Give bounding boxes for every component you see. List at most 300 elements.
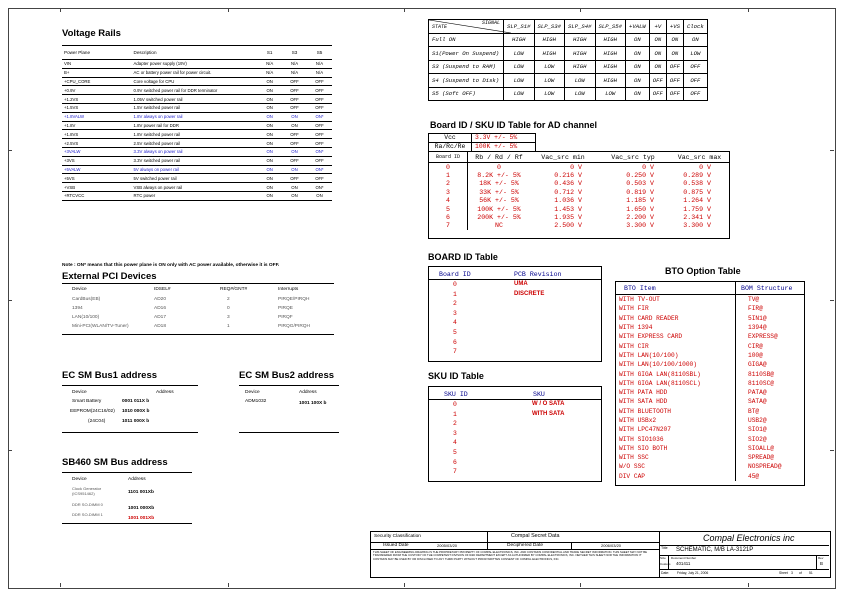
bto-item: WITH LAN(10/100/1000) <box>616 360 736 369</box>
state-name: S5 (Soft OFF) <box>429 87 504 101</box>
frame-tick <box>60 583 61 587</box>
bto-row <box>616 379 804 388</box>
custom-label: Custom <box>660 562 671 566</box>
pci-device: 1394 <box>72 306 83 311</box>
voltage-rail-row <box>62 77 332 86</box>
rail-plane: +1.8VS <box>62 130 132 139</box>
frame-tick <box>8 150 12 151</box>
voltage-rail-row <box>62 121 332 130</box>
rail-s1: ON <box>257 165 282 174</box>
sku-id-value: 0 <box>453 401 457 408</box>
rail-s3: OFF <box>282 156 307 165</box>
of-label: of <box>799 571 802 575</box>
rail-s1: ON <box>257 77 282 86</box>
bto-row <box>616 462 804 471</box>
bto-row <box>616 444 804 453</box>
rail-s5: ON <box>307 191 332 200</box>
state-value: HIGH <box>504 33 535 47</box>
bto-bom: SATA@ <box>748 398 767 406</box>
bto-row <box>616 304 804 313</box>
adc-max: 1.264 V <box>683 197 711 205</box>
voltage-rails-note: Note : ON* means that this power plane is ON only with AC power available, otherwise it is OFF. <box>62 263 280 268</box>
sku-id-value: 1 <box>453 410 457 418</box>
pci-row <box>62 295 334 304</box>
rail-s5: ON* <box>307 147 332 156</box>
rail-plane: +1.5VS <box>62 103 132 112</box>
pci-interrupts: PIRQE/PIRQH <box>278 297 310 302</box>
adc-row <box>429 205 729 213</box>
state-value: HIGH <box>595 47 626 61</box>
bto-bom: 100@ <box>748 351 763 359</box>
bto-item: WITH 1394 <box>616 323 736 332</box>
adc-min: 0 V <box>570 163 582 171</box>
rail-s3: OFF <box>282 103 307 112</box>
rail-s5: ON* <box>307 183 332 192</box>
rail-plane: VIN <box>62 60 132 69</box>
adc-row <box>429 180 729 188</box>
bto-item: WITH PATA HDD <box>616 388 736 397</box>
bto-row <box>616 323 804 332</box>
adc-board-id: 5 <box>429 205 468 213</box>
sku-id-value: 5 <box>453 449 457 456</box>
state-value: LOW <box>534 60 565 74</box>
col-s1: S1 <box>257 46 282 60</box>
col-slp-s3: SLP_S3# <box>534 20 565 34</box>
state-value: LOW <box>534 87 565 101</box>
pci-req: 1 <box>227 324 230 329</box>
ec2-address: 1001 100X b <box>299 401 327 406</box>
state-value: HIGH <box>565 60 596 74</box>
ec1-address: 0001 011X b <box>122 399 150 404</box>
bto-item: WITH EXPRESS CARD <box>616 332 736 341</box>
col-clock: Clock <box>683 20 707 34</box>
rail-s5: OFF <box>307 86 332 95</box>
rail-s5: ON* <box>307 165 332 174</box>
doc-number: 401411 <box>676 561 691 566</box>
adc-typ: 1.650 V <box>626 205 654 213</box>
adc-board-id: 1 <box>429 171 468 179</box>
adc-max: 0.289 V <box>683 172 711 180</box>
state-value: OFF <box>666 60 683 74</box>
pci-req: 2 <box>227 297 230 302</box>
adc-col-max: Vac_src max <box>677 153 722 161</box>
pci-col-device: Device <box>72 287 87 292</box>
adc-resistor: 33K +/- 5% <box>479 188 519 196</box>
ec1-title: EC SM Bus1 address <box>62 370 158 381</box>
rail-description: 1.5V switched power rail <box>132 103 258 112</box>
bto-item: WITH BLUETOOTH <box>616 407 736 416</box>
rail-s5: OFF <box>307 95 332 104</box>
rail-description: 1.8V always on power rail <box>132 112 258 121</box>
ec2-title: EC SM Bus2 address <box>239 370 335 381</box>
rail-s3: OFF <box>282 95 307 104</box>
adc-row <box>429 188 729 196</box>
bto-row <box>616 472 804 481</box>
frame-tick <box>580 583 581 587</box>
rail-s1: ON <box>257 139 282 148</box>
rail-s3: ON <box>282 165 307 174</box>
rail-s5: OFF <box>307 156 332 165</box>
pci-idsel: AD20 <box>154 297 166 302</box>
bto-bom: SIOALL@ <box>748 444 774 452</box>
bto-row <box>616 416 804 425</box>
rail-s3: ON <box>282 191 307 200</box>
pci-interrupts: PIRQF <box>278 315 293 320</box>
state-value: ON <box>666 33 683 47</box>
state-name: S3 (Suspend to RAM) <box>429 60 504 74</box>
power-state-row <box>429 47 708 61</box>
signal-label: SIGNAL <box>481 20 500 26</box>
pci-idsel: AD17 <box>154 315 166 320</box>
board-id-value: 2 <box>453 300 457 308</box>
col-v: +V <box>649 20 666 34</box>
pci-interrupts: PIRQG/PIRQH <box>278 324 310 329</box>
sb-col-address: Address <box>128 477 146 482</box>
adc-resistor: 18K +/- 5% <box>479 180 519 188</box>
ec1-address: 1011 000X b <box>122 419 150 424</box>
pci-device: Mini-PCI(WLAN/TV-Tuner) <box>72 324 129 329</box>
adc-resistor: NC <box>495 222 503 230</box>
rail-plane: B+ <box>62 68 132 77</box>
state-value: OFF <box>649 87 666 101</box>
state-value: LOW <box>565 74 596 88</box>
state-value: LOW <box>504 47 535 61</box>
col-s3: S3 <box>282 46 307 60</box>
title-label: Title <box>661 546 668 550</box>
col-description: Description <box>132 46 258 60</box>
adc-board-id: 0 <box>429 163 468 172</box>
sku-id-value: 6 <box>453 458 457 466</box>
state-value: ON <box>626 33 650 47</box>
bto-row <box>616 397 804 406</box>
sku-id-value: 2 <box>453 420 457 428</box>
board-id-title: BOARD ID Table <box>428 252 498 262</box>
bto-item: DIV CAP <box>616 472 736 481</box>
board-id-value: 1 <box>453 290 457 298</box>
adc-board-id: 4 <box>429 197 468 205</box>
adc-min: 1.453 V <box>554 205 582 213</box>
deciphered-label: Deciphered Date <box>507 543 543 548</box>
rev-label: Rev <box>818 556 824 560</box>
issued-date: 2005/03/20 <box>437 543 458 548</box>
board-id-value: 6 <box>453 338 457 346</box>
rail-s1: ON <box>257 130 282 139</box>
pci-row <box>62 313 334 322</box>
rail-plane: +5VALW <box>62 165 132 174</box>
date-value: Friday, July 21, 2006 <box>677 571 709 575</box>
adc-typ: 0.503 V <box>626 180 654 188</box>
rail-plane: +VSB <box>62 183 132 192</box>
security-classification: Security Classification <box>374 534 421 539</box>
voltage-rail-row <box>62 191 332 200</box>
state-signal-header <box>429 20 504 34</box>
adc-min: 0.436 V <box>554 180 582 188</box>
bto-row <box>616 425 804 434</box>
voltage-rail-row <box>62 147 332 156</box>
adc-board-id: 2 <box>429 180 468 188</box>
voltage-rail-row <box>62 156 332 165</box>
bto-item: WITH USBx2 <box>616 416 736 425</box>
rail-s5: ON* <box>307 112 332 121</box>
state-value: OFF <box>666 74 683 88</box>
sku-id-value: 4 <box>453 439 457 447</box>
state-value: OFF <box>649 74 666 88</box>
bto-bom: GIGA@ <box>748 361 767 369</box>
state-value: ON <box>666 47 683 61</box>
rail-plane: +RTCVCC <box>62 191 132 200</box>
bto-item: W/O SSC <box>616 462 736 471</box>
rail-s3: N/A <box>282 60 307 69</box>
doc-label: Document Number <box>671 556 697 560</box>
rail-s1: ON <box>257 191 282 200</box>
adc-table <box>428 133 728 237</box>
board-id-col-id: Board ID <box>439 271 471 278</box>
rail-s3: ON <box>282 183 307 192</box>
sku-id-table <box>428 386 602 482</box>
voltage-rails-title: Voltage Rails <box>62 28 121 39</box>
sku-id-title: SKU ID Table <box>428 371 484 381</box>
bto-item: WITH FIR <box>616 304 736 313</box>
bto-bom: PATA@ <box>748 389 767 397</box>
rail-s1: ON <box>257 174 282 183</box>
frame-tick <box>404 583 405 587</box>
size-label: Size <box>660 556 666 560</box>
rail-description: 2.5V switched power rail <box>132 139 258 148</box>
bto-row <box>616 434 804 443</box>
pci-req: 3 <box>227 315 230 320</box>
rail-s3: ON <box>282 121 307 130</box>
rail-plane: +CPU_CORE <box>62 77 132 86</box>
sku-id-col-id: SKU ID <box>444 391 468 398</box>
frame-tick <box>830 450 834 451</box>
adc-typ: 3.300 V <box>626 222 654 230</box>
rail-s1: ON <box>257 121 282 130</box>
pci-col-interrupts: Interrupts <box>278 287 299 292</box>
rail-s1: N/A <box>257 60 282 69</box>
frame-tick <box>748 583 749 587</box>
rev-value: B <box>820 561 823 566</box>
pci-idsel: AD16 <box>154 306 166 311</box>
voltage-rail-row <box>62 86 332 95</box>
bto-item: WITH SIO1036 <box>616 434 736 443</box>
sheet-value: 3 <box>791 571 793 575</box>
bto-item: WITH LAN(10/100) <box>616 351 736 360</box>
bto-bom: 45@ <box>748 472 760 480</box>
power-state-row <box>429 87 708 101</box>
rail-s3: OFF <box>282 139 307 148</box>
bto-bom: NOSPREAD@ <box>748 463 782 471</box>
pcb-revision: UMA <box>514 281 528 287</box>
adc-row <box>429 213 729 221</box>
adc-max: 0 V <box>699 163 711 171</box>
state-value: HIGH <box>534 47 565 61</box>
bto-bom: FIR@ <box>748 305 763 313</box>
rail-s1: ON <box>257 156 282 165</box>
state-label: STATE <box>432 24 448 30</box>
of-value: 51 <box>809 571 813 575</box>
rail-s5: OFF <box>307 130 332 139</box>
sb-address: 1001 000Xb <box>128 506 155 511</box>
rail-s5: OFF <box>307 174 332 183</box>
bto-bom: SIO1@ <box>748 426 767 434</box>
sku-name: W / O SATA <box>532 401 565 407</box>
voltage-rail-row <box>62 103 332 112</box>
sb-device: Clock Generator (ICS951462) <box>72 486 102 496</box>
adc-min: 1.036 V <box>554 197 582 205</box>
adc-row <box>429 163 729 172</box>
rail-description: 1.8V power rail for DDR <box>132 121 258 130</box>
voltage-rail-row <box>62 130 332 139</box>
pci-device: CardBus(EB) <box>72 297 101 302</box>
state-value: OFF <box>666 87 683 101</box>
bto-row <box>616 388 804 397</box>
adc-board-id: 6 <box>429 213 468 221</box>
adc-resistor: 8.2K +/- 5% <box>477 172 521 180</box>
bto-table <box>615 281 805 486</box>
rail-s5: OFF <box>307 121 332 130</box>
rail-plane: +1.2VS <box>62 95 132 104</box>
pci-idsel: AD18 <box>154 324 166 329</box>
rail-s3: ON <box>282 112 307 121</box>
ra-value: 100K +/- 5% <box>471 142 536 152</box>
state-value: ON <box>626 47 650 61</box>
state-value: LOW <box>565 87 596 101</box>
voltage-rail-row <box>62 174 332 183</box>
adc-board-id: 3 <box>429 188 468 196</box>
bto-item: WITH CARD READER <box>616 314 736 323</box>
voltage-rail-row <box>62 183 332 192</box>
frame-tick <box>8 450 12 451</box>
ec1-device: Smart Battery <box>72 399 102 404</box>
bto-bom: 1394@ <box>748 324 767 332</box>
schematic-title: SCHEMATIC, M/B LA-3121P <box>676 547 754 553</box>
adc-max: 2.341 V <box>683 214 711 222</box>
pci-title: External PCI Devices <box>62 271 157 282</box>
adc-min: 0.216 V <box>554 172 582 180</box>
pci-req: 0 <box>227 306 230 311</box>
adc-title: Board ID / SKU ID Table for AD channel <box>430 120 598 130</box>
rail-s5: OFF <box>307 77 332 86</box>
frame-tick <box>228 583 229 587</box>
adc-board-id: 7 <box>429 222 468 230</box>
state-name: Full ON <box>429 33 504 47</box>
divider <box>429 399 601 400</box>
bto-row <box>616 332 804 341</box>
power-state-row <box>429 60 708 74</box>
state-value: ON <box>626 87 650 101</box>
vcc-label: Vcc <box>428 133 472 142</box>
pci-col-req: REQ#/GNT# <box>220 287 248 292</box>
adc-max: 1.759 V <box>683 205 711 213</box>
state-value: ON <box>626 60 650 74</box>
ec1-col-device: Device <box>72 390 87 395</box>
state-value: ON <box>683 33 707 47</box>
adc-typ: 2.200 V <box>626 214 654 222</box>
rail-s1: ON <box>257 86 282 95</box>
rail-s3: OFF <box>282 77 307 86</box>
bto-row <box>616 407 804 416</box>
adc-col-board-id: Board ID <box>429 152 468 163</box>
adc-min: 2.500 V <box>554 222 582 230</box>
bto-bom: TV@ <box>748 296 760 304</box>
state-value: HIGH <box>595 33 626 47</box>
state-value: OFF <box>683 74 707 88</box>
state-value: OFF <box>683 87 707 101</box>
bto-item: WITH LPC47N207 <box>616 425 736 434</box>
bto-bom: SIO2@ <box>748 435 767 443</box>
bto-item: WITH SATA HDD <box>616 397 736 406</box>
rail-s3: OFF <box>282 130 307 139</box>
state-value: ON <box>626 74 650 88</box>
adc-max: 3.300 V <box>683 222 711 230</box>
frame-tick <box>60 8 61 12</box>
ec2-table <box>239 385 339 433</box>
board-id-value: 5 <box>453 329 457 336</box>
col-vs: +VS <box>666 20 683 34</box>
bto-item: WITH GIGA LAN(8110SBL) <box>616 369 736 378</box>
issued-label: Issued Date <box>383 543 409 548</box>
sb-col-device: Device <box>72 477 87 482</box>
pci-table <box>62 283 334 335</box>
adc-resistor: 200K +/- 5% <box>477 214 521 222</box>
col-s5: S5 <box>307 46 332 60</box>
adc-typ: 1.185 V <box>626 197 654 205</box>
rail-plane: +3VALW <box>62 147 132 156</box>
pci-interrupts: PIRQE <box>278 306 293 311</box>
frame-tick <box>830 300 834 301</box>
secret-data: Compal Secret Data <box>511 533 560 539</box>
bto-bom: 8110SB@ <box>748 370 774 378</box>
bto-col-bom: BOM Structure <box>741 284 793 292</box>
bto-title: BTO Option Table <box>665 266 741 276</box>
state-value: HIGH <box>565 47 596 61</box>
rail-s5: OFF <box>307 103 332 112</box>
ec2-col-device: Device <box>245 390 260 395</box>
vcc-value: 3.3V +/- 5% <box>471 133 536 143</box>
state-name: S4 (Suspend to Disk) <box>429 74 504 88</box>
state-value: LOW <box>595 87 626 101</box>
adc-col-r: Rb / Rd / Rf <box>475 153 523 161</box>
rail-description: Core voltage for CPU <box>132 77 258 86</box>
ec1-device: EEPROM(24C16/02) <box>70 409 115 414</box>
voltage-rail-row <box>62 139 332 148</box>
frame-tick <box>228 8 229 12</box>
bto-col-item: BTO Item <box>616 282 736 295</box>
sku-name: WITH SATA <box>532 410 565 417</box>
state-value: HIGH <box>565 33 596 47</box>
pcb-revision: DISCRETE <box>514 290 545 297</box>
col-slp-s5: SLP_S5# <box>595 20 626 34</box>
state-value: ON <box>649 60 666 74</box>
adc-grid <box>428 151 730 239</box>
voltage-rail-row <box>62 165 332 174</box>
state-value: HIGH <box>534 33 565 47</box>
title-block <box>370 531 831 578</box>
rail-description: 1.05V switched power rail <box>132 95 258 104</box>
rail-plane: +1.8VALW <box>62 112 132 121</box>
rail-s5: N/A <box>307 68 332 77</box>
adc-resistor: 100K +/- 5% <box>477 205 521 213</box>
board-id-value: 0 <box>453 281 457 288</box>
rail-s1: ON <box>257 183 282 192</box>
bto-bom: USB2@ <box>748 417 767 424</box>
rail-s1: ON <box>257 95 282 104</box>
board-id-value: 7 <box>453 348 457 356</box>
ec1-device: (24C04) <box>88 419 106 424</box>
adc-resistor: 56K +/- 5% <box>479 197 519 205</box>
bto-item: WITH GIGA LAN(8110SCL) <box>616 379 736 388</box>
power-state-row <box>429 33 708 47</box>
